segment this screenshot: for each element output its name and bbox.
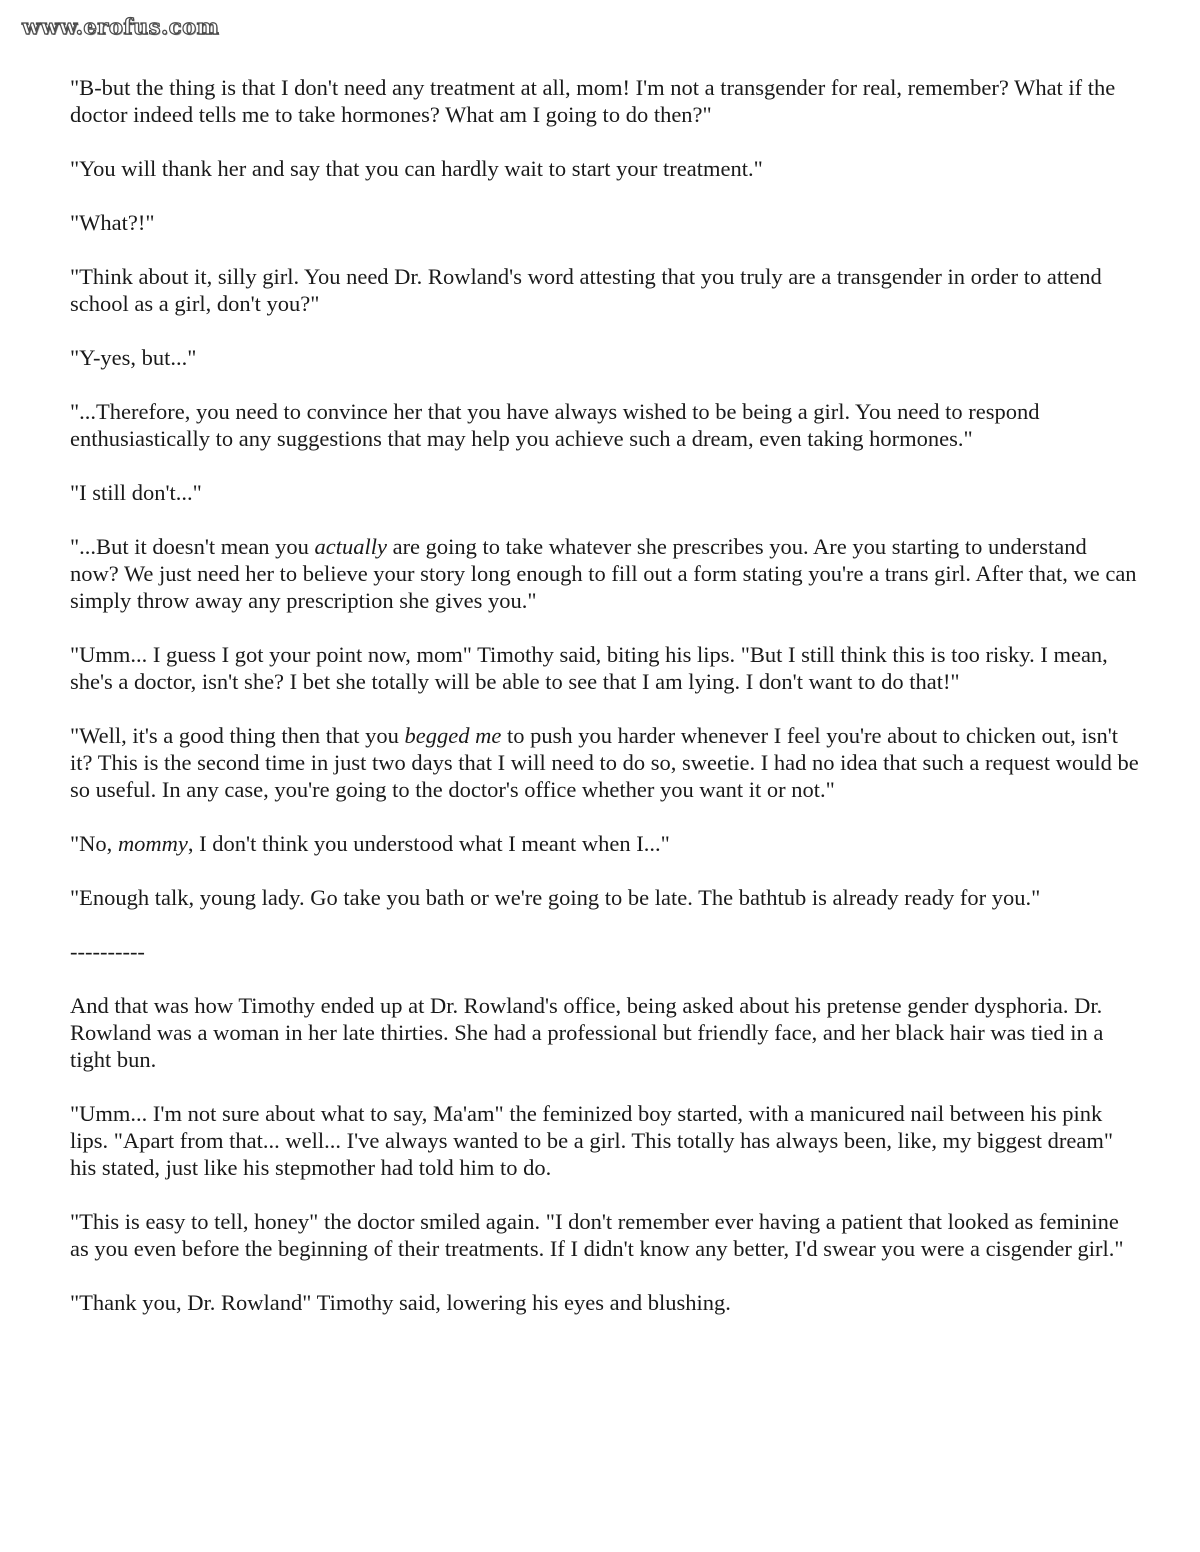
text-run: "Y-yes, but..." bbox=[70, 345, 197, 370]
text-run: are going to take whatever she prescribes you. Are you starting to understand now? We just need her to believe your story long enough to fill out a form stating you're a trans girl. After that, we can simply throw away any prescription she gives you." bbox=[70, 534, 1137, 613]
paragraph bbox=[70, 398, 1140, 452]
text-run: "I still don't..." bbox=[70, 480, 202, 505]
text-run: And that was how Timothy ended up at Dr. Rowland's office, being asked about his pretense gender dysphoria. Dr. Rowland was a woman in her late thirties. She had a professional but friendly face, and her black hair was tied in a tight bun. bbox=[70, 993, 1104, 1072]
site-watermark: www.erofus.com bbox=[22, 14, 220, 39]
emphasis-text: mommy bbox=[117, 831, 188, 856]
paragraph bbox=[70, 263, 1140, 317]
text-run: "Thank you, Dr. Rowland" Timothy said, lowering his eyes and blushing. bbox=[70, 1290, 731, 1315]
paragraph bbox=[70, 1100, 1140, 1181]
emphasis-text: actually bbox=[314, 534, 387, 559]
section-separator bbox=[70, 938, 1140, 965]
text-run: ---------- bbox=[70, 939, 145, 964]
text-run: , I don't think you understood what I meant when I..." bbox=[187, 831, 670, 856]
text-run: "Enough talk, young lady. Go take you bath or we're going to be late. The bathtub is already ready for you." bbox=[70, 885, 1041, 910]
text-run: "...But it doesn't mean you bbox=[70, 534, 315, 559]
paragraph bbox=[70, 1208, 1140, 1262]
text-run: "This is easy to tell, honey" the doctor smiled again. "I don't remember ever having a patient that looked as feminine as you even before the beginning of their treatments. If I didn't know any better, I'd swear you were a cisgender girl." bbox=[70, 1209, 1124, 1261]
text-run: "Well, it's a good thing then that you bbox=[70, 723, 405, 748]
text-run: "You will thank her and say that you can hardly wait to start your treatment." bbox=[70, 156, 763, 181]
text-run: "Umm... I'm not sure about what to say, Ma'am" the feminized boy started, with a manicured nail between his pink lips. "Apart from that... well... I've always wanted to be a girl. This totally has always been, like, my biggest dream" his stated, just like his stepmother had told him to do. bbox=[70, 1101, 1114, 1180]
text-run: "Think about it, silly girl. You need Dr. Rowland's word attesting that you truly are a transgender in order to attend school as a girl, don't you?" bbox=[70, 264, 1102, 316]
paragraph bbox=[70, 641, 1140, 695]
text-run: "B-but the thing is that I don't need any treatment at all, mom! I'm not a transgender for real, remember? What if the doctor indeed tells me to take hormones? What am I going to do then?" bbox=[70, 75, 1116, 127]
paragraph bbox=[70, 830, 1140, 857]
paragraph bbox=[70, 74, 1140, 128]
paragraph bbox=[70, 884, 1140, 911]
paragraph bbox=[70, 533, 1140, 614]
paragraph bbox=[70, 992, 1140, 1073]
paragraph bbox=[70, 344, 1140, 371]
text-run: "No, bbox=[70, 831, 118, 856]
text-run: "...Therefore, you need to convince her that you have always wished to be being a girl. You need to respond enthusiastically to any suggestions that may help you achieve such a dream, even taking hormones." bbox=[70, 399, 1040, 451]
paragraph bbox=[70, 209, 1140, 236]
document-body bbox=[70, 74, 1140, 1343]
paragraph bbox=[70, 479, 1140, 506]
paragraph bbox=[70, 155, 1140, 182]
paragraph bbox=[70, 722, 1140, 803]
text-run: to push you harder whenever I feel you're about to chicken out, isn't it? This is the second time in just two days that I will need to do so, sweetie. I had no idea that such a request would be so useful. In any case, you're going to the doctor's office whether you want it or not." bbox=[70, 723, 1139, 802]
emphasis-text: begged me bbox=[404, 723, 502, 748]
text-run: "What?!" bbox=[70, 210, 155, 235]
paragraph bbox=[70, 1289, 1140, 1316]
text-run: "Umm... I guess I got your point now, mom" Timothy said, biting his lips. "But I still think this is too risky. I mean, she's a doctor, isn't she? I bet she totally will be able to see that I am lying. I don't want to do that!" bbox=[70, 642, 1108, 694]
